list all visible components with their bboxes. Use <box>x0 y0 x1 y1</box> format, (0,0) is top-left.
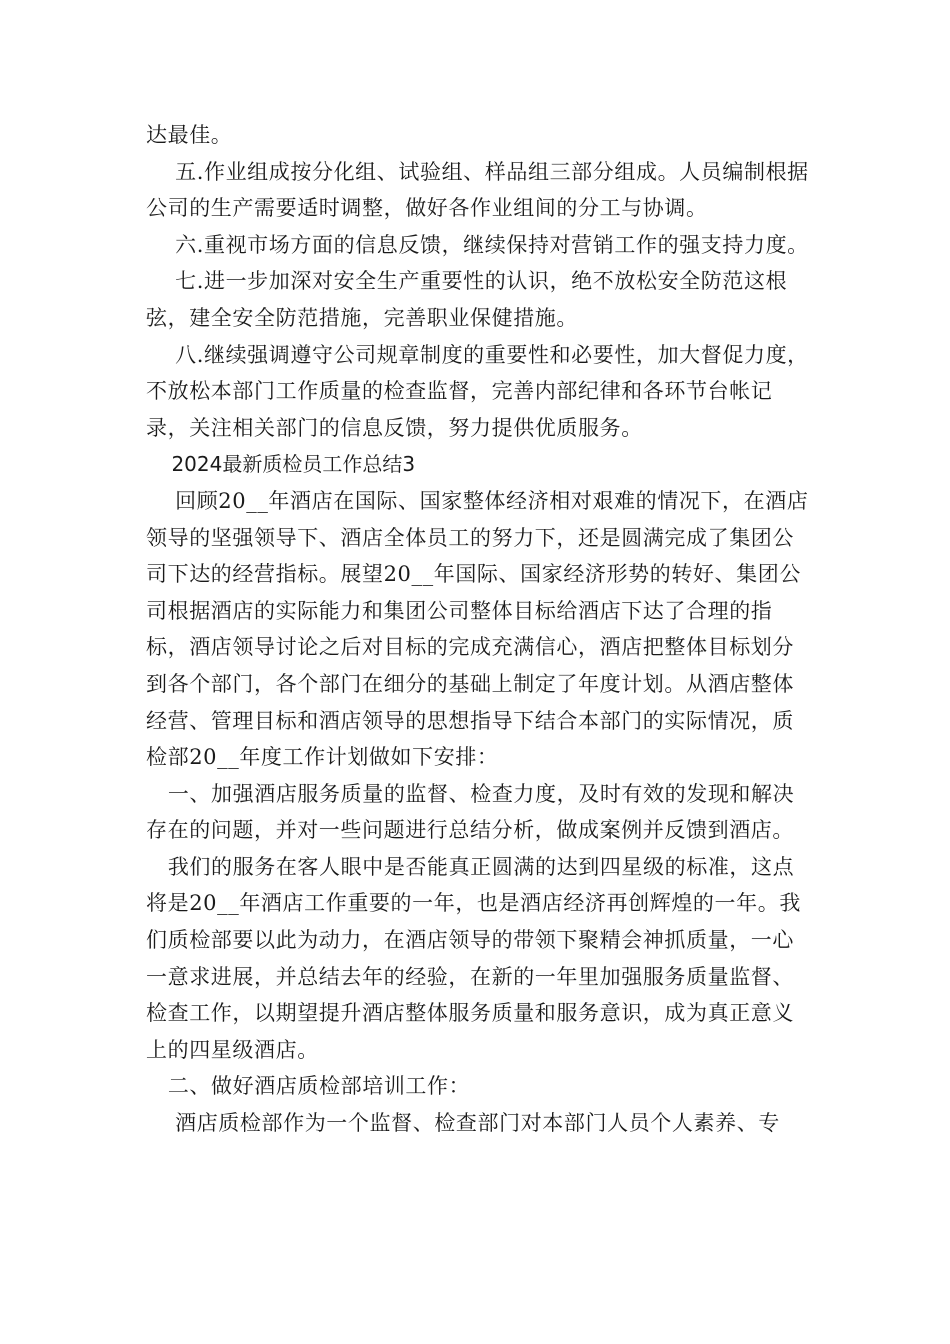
paragraph-point-1: 一、加强酒店服务质量的监督、检查力度，及时有效的发现和解决存在的问题，并对一些问题进行总结分析，做成案例并反馈到酒店。 <box>146 781 795 843</box>
section-heading: 2024最新质检员工作总结3 <box>146 452 416 477</box>
paragraph-point-2: 二、做好酒店质检部培训工作： <box>146 1074 471 1099</box>
paragraph-item-8: 八.继续强调遵守公司规章制度的重要性和必要性，加大督促力度，不放松本部门工作质量的检查监督，完善内部纪律和各环节台帐记录，关注相关部门的信息反馈，努力提供优质服务。 <box>146 342 809 440</box>
paragraph-review: 回顾20__年酒店在国际、国家整体经济相对艰难的情况下，在酒店领导的坚强领导下、酒店全体员工的努力下，还是圆满完成了集团公司下达的经营指标。展望20__年国际、国家经济形势的转好、集团公司根据酒店的实际能力和集团公司整体目标给酒店下达了合理的指标，酒店领导讨论之后对目标的完成充满信心，酒店把整体目标划分到各个部门，各个部门在细分的基础上制定了年度计划。从酒店整体经营、管理目标和酒店领导的思想指导下结合本部门的实际情况，质检部20__年度工作计划做如下安排： <box>146 488 809 770</box>
paragraph-service-goal: 我们的服务在客人眼中是否能真正圆满的达到四星级的标准，这点将是20__年酒店工作重要的一年，也是酒店经济再创辉煌的一年。我们质检部要以此为动力，在酒店领导的带领下聚精会神抓质量，一心一意求进展，并总结去年的经验，在新的一年里加强服务质量监督、检查工作，以期望提升酒店整体服务质量和服务意识，成为真正意义上的四星级酒店。 <box>146 854 801 1062</box>
paragraph-item-5: 五.作业组成按分化组、试验组、样品组三部分组成。人员编制根据公司的生产需要适时调整，做好各作业组间的分工与协调。 <box>146 159 809 221</box>
paragraph-item-6: 六.重视市场方面的信息反馈，继续保持对营销工作的强支持力度。 <box>146 232 809 257</box>
paragraph-training: 酒店质检部作为一个监督、检查部门对本部门人员个人素养、专 <box>146 1111 780 1136</box>
document-body <box>146 117 810 1142</box>
paragraph-continuation: 达最佳。 <box>146 123 233 147</box>
paragraph-item-7: 七.进一步加深对安全生产重要性的认识，绝不放松安全防范这根弦，建全安全防范措施，完善职业保健措施。 <box>146 269 788 330</box>
